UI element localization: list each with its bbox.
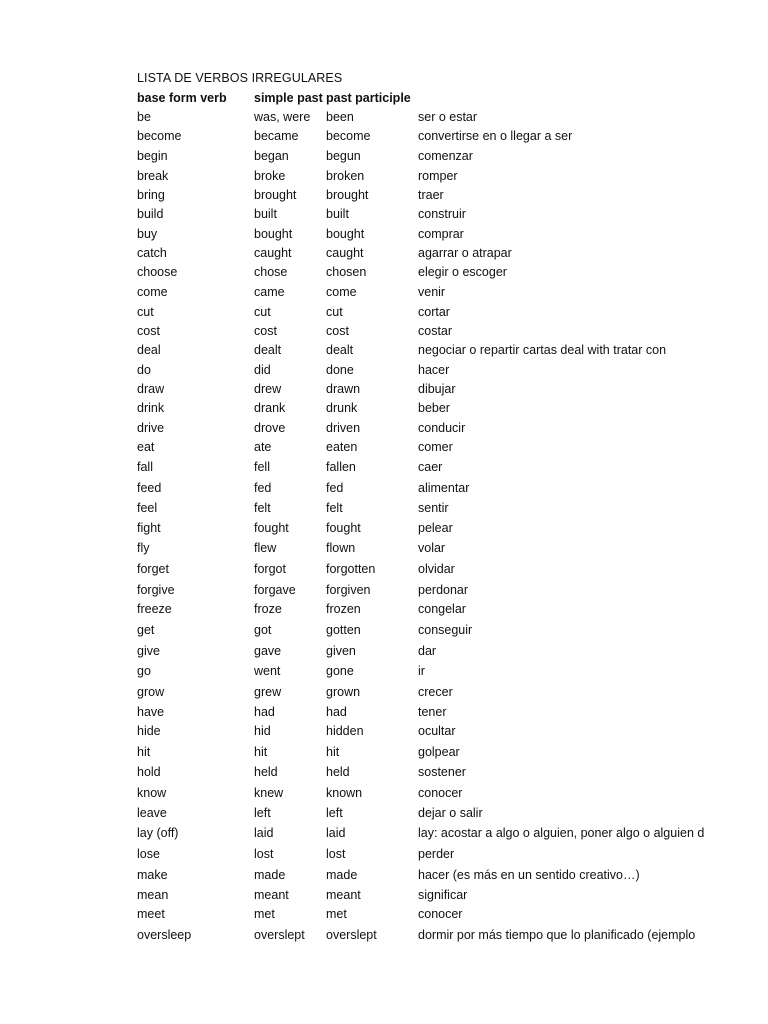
verb-translation: alimentar	[418, 481, 470, 495]
verb-simple-past: drank	[254, 401, 286, 415]
verb-base-form: do	[137, 363, 151, 377]
verb-simple-past: went	[254, 664, 281, 678]
verb-row	[137, 187, 737, 205]
verb-row	[137, 785, 737, 803]
verb-base-form: come	[137, 285, 168, 299]
verb-past-participle: come	[326, 285, 357, 299]
verb-base-form: grow	[137, 685, 165, 699]
verb-past-participle: cost	[326, 324, 349, 338]
verb-base-form: fly	[137, 541, 150, 555]
verb-past-participle: frozen	[326, 602, 361, 616]
verb-row	[137, 663, 737, 681]
verb-past-participle: drunk	[326, 401, 358, 415]
verb-base-form: lose	[137, 847, 160, 861]
verb-base-form: forgive	[137, 583, 175, 597]
verb-simple-past: built	[254, 207, 277, 221]
verb-translation: hacer (es más en un sentido creativo…)	[418, 868, 640, 882]
verb-base-form: deal	[137, 343, 161, 357]
verb-simple-past: ate	[254, 440, 272, 454]
verb-row	[137, 520, 737, 538]
verb-base-form: oversleep	[137, 928, 192, 942]
verb-past-participle: gone	[326, 664, 354, 678]
verb-translation: olvidar	[418, 562, 455, 576]
verb-base-form: eat	[137, 440, 155, 454]
verb-past-participle: had	[326, 705, 347, 719]
verb-translation: tener	[418, 705, 447, 719]
verb-base-form: become	[137, 129, 182, 143]
verb-simple-past: got	[254, 623, 272, 637]
verb-translation: comer	[418, 440, 453, 454]
verb-row	[137, 805, 737, 823]
verb-past-participle: left	[326, 806, 343, 820]
verb-simple-past: broke	[254, 169, 286, 183]
verb-row	[137, 887, 737, 905]
verb-simple-past: flew	[254, 541, 277, 555]
verb-simple-past: gave	[254, 644, 282, 658]
verb-row	[137, 226, 737, 244]
verb-simple-past: hit	[254, 745, 268, 759]
verb-base-form: break	[137, 169, 169, 183]
verb-base-form: leave	[137, 806, 167, 820]
verb-past-participle: felt	[326, 501, 343, 515]
verb-translation: costar	[418, 324, 453, 338]
verb-row	[137, 643, 737, 661]
verb-simple-past: lost	[254, 847, 274, 861]
verb-base-form: forget	[137, 562, 169, 576]
verb-past-participle: driven	[326, 421, 361, 435]
verb-base-form: begin	[137, 149, 168, 163]
verb-translation: elegir o escoger	[418, 265, 507, 279]
verb-translation: construir	[418, 207, 466, 221]
verb-translation: perdonar	[418, 583, 469, 597]
verb-base-form: cut	[137, 305, 154, 319]
verb-simple-past: knew	[254, 786, 284, 800]
verb-base-form: feed	[137, 481, 162, 495]
verb-base-form: feel	[137, 501, 158, 515]
verb-translation: beber	[418, 401, 450, 415]
verb-past-participle: given	[326, 644, 356, 658]
verb-row	[137, 245, 737, 263]
verb-past-participle: cut	[326, 305, 343, 319]
verb-base-form: fall	[137, 460, 153, 474]
verb-translation: golpear	[418, 745, 460, 759]
verb-simple-past: hid	[254, 724, 271, 738]
verb-row	[137, 846, 737, 864]
verb-simple-past: drew	[254, 382, 282, 396]
verb-base-form: have	[137, 705, 165, 719]
verb-simple-past: was, were	[254, 110, 311, 124]
verb-base-form: catch	[137, 246, 167, 260]
verb-past-participle: flown	[326, 541, 356, 555]
verb-translation: cortar	[418, 305, 450, 319]
verb-simple-past: became	[254, 129, 299, 143]
verb-past-participle: met	[326, 907, 347, 921]
verb-simple-past: did	[254, 363, 271, 377]
verb-translation: comenzar	[418, 149, 473, 163]
verb-base-form: hold	[137, 765, 161, 779]
verb-row	[137, 381, 737, 399]
verb-base-form: be	[137, 110, 151, 124]
verb-past-participle: become	[326, 129, 371, 143]
verb-past-participle: made	[326, 868, 358, 882]
verb-simple-past: began	[254, 149, 289, 163]
verb-past-participle: hidden	[326, 724, 364, 738]
column-header-row	[137, 91, 737, 107]
verb-row	[137, 601, 737, 619]
verb-row	[137, 284, 737, 302]
verb-row	[137, 323, 737, 341]
verb-simple-past: caught	[254, 246, 292, 260]
verb-past-participle: brought	[326, 188, 369, 202]
verb-translation: congelar	[418, 602, 466, 616]
verb-base-form: bring	[137, 188, 165, 202]
verb-simple-past: fed	[254, 481, 272, 495]
verb-past-participle: done	[326, 363, 354, 377]
verb-translation: dormir por más tiempo que lo planificado (ejemplo	[418, 928, 696, 942]
verb-simple-past: chose	[254, 265, 288, 279]
verb-base-form: cost	[137, 324, 160, 338]
verb-simple-past: met	[254, 907, 275, 921]
verb-past-participle: gotten	[326, 623, 361, 637]
verb-past-participle: begun	[326, 149, 361, 163]
verb-past-participle: fought	[326, 521, 361, 535]
verb-row	[137, 459, 737, 477]
verb-translation: conocer	[418, 907, 463, 921]
verb-past-participle: dealt	[326, 343, 354, 357]
verb-translation: crecer	[418, 685, 453, 699]
verb-row	[137, 342, 737, 360]
verb-row	[137, 622, 737, 640]
verb-simple-past: overslept	[254, 928, 305, 942]
verb-base-form: get	[137, 623, 155, 637]
verb-simple-past: brought	[254, 188, 297, 202]
verb-row	[137, 206, 737, 224]
verb-simple-past: meant	[254, 888, 289, 902]
column-header-base-form: base form verb	[137, 91, 227, 105]
verb-translation: ser o estar	[418, 110, 478, 124]
verb-base-form: drink	[137, 401, 165, 415]
verb-past-participle: chosen	[326, 265, 367, 279]
verb-row	[137, 684, 737, 702]
verb-base-form: draw	[137, 382, 165, 396]
verb-past-participle: lost	[326, 847, 346, 861]
verb-row	[137, 362, 737, 380]
verb-translation: conocer	[418, 786, 463, 800]
verb-translation: hacer	[418, 363, 450, 377]
verb-base-form: build	[137, 207, 164, 221]
verb-base-form: buy	[137, 227, 158, 241]
document-title: LISTA DE VERBOS IRREGULARES	[137, 71, 343, 85]
verb-past-participle: fallen	[326, 460, 356, 474]
verb-row	[137, 561, 737, 579]
verb-translation: traer	[418, 188, 444, 202]
verb-translation: perder	[418, 847, 455, 861]
verb-row	[137, 168, 737, 186]
verb-past-participle: known	[326, 786, 363, 800]
verb-simple-past: fell	[254, 460, 270, 474]
verb-past-participle: caught	[326, 246, 364, 260]
verb-simple-past: cut	[254, 305, 271, 319]
verb-translation: agarrar o atrapar	[418, 246, 512, 260]
verb-past-participle: eaten	[326, 440, 358, 454]
verb-base-form: choose	[137, 265, 178, 279]
verb-base-form: go	[137, 664, 151, 678]
verb-past-participle: laid	[326, 826, 346, 840]
column-header-past-participle: past participle	[326, 91, 411, 105]
verb-past-participle: broken	[326, 169, 365, 183]
verb-base-form: hide	[137, 724, 161, 738]
verb-past-participle: overslept	[326, 928, 377, 942]
verb-row	[137, 400, 737, 418]
column-header-simple-past: simple past	[254, 91, 323, 105]
verb-translation: ir	[418, 664, 425, 678]
verb-simple-past: froze	[254, 602, 282, 616]
verb-past-participle: held	[326, 765, 350, 779]
verb-simple-past: held	[254, 765, 278, 779]
verb-base-form: freeze	[137, 602, 172, 616]
verb-simple-past: fought	[254, 521, 289, 535]
verb-row	[137, 723, 737, 741]
verb-simple-past: made	[254, 868, 286, 882]
verb-past-participle: drawn	[326, 382, 361, 396]
verb-row	[137, 704, 737, 722]
verb-row	[137, 109, 737, 127]
verb-past-participle: forgiven	[326, 583, 371, 597]
verb-base-form: make	[137, 868, 168, 882]
verb-row	[137, 867, 737, 885]
verb-row	[137, 744, 737, 762]
verb-simple-past: drove	[254, 421, 286, 435]
verb-base-form: hit	[137, 745, 151, 759]
verb-simple-past: dealt	[254, 343, 282, 357]
verb-base-form: give	[137, 644, 160, 658]
verb-translation: convertirse en o llegar a ser	[418, 129, 573, 143]
verb-translation: dar	[418, 644, 437, 658]
verb-base-form: drive	[137, 421, 165, 435]
verb-simple-past: felt	[254, 501, 271, 515]
verb-translation: conducir	[418, 421, 466, 435]
verb-row	[137, 264, 737, 282]
verb-past-participle: built	[326, 207, 349, 221]
verb-past-participle: been	[326, 110, 354, 124]
verb-base-form: lay (off)	[137, 826, 179, 840]
verb-base-form: mean	[137, 888, 169, 902]
verb-row	[137, 128, 737, 146]
verb-past-participle: meant	[326, 888, 361, 902]
verb-row	[137, 500, 737, 518]
verb-simple-past: forgot	[254, 562, 286, 576]
verb-past-participle: forgotten	[326, 562, 376, 576]
verb-row	[137, 825, 737, 843]
verb-translation: venir	[418, 285, 446, 299]
verb-translation: ocultar	[418, 724, 456, 738]
verb-simple-past: had	[254, 705, 275, 719]
verb-row	[137, 927, 737, 945]
verb-translation: lay: acostar a algo o alguien, poner algo o alguien d	[418, 826, 705, 840]
verb-base-form: meet	[137, 907, 165, 921]
verb-simple-past: forgave	[254, 583, 296, 597]
verb-translation: pelear	[418, 521, 453, 535]
verb-row	[137, 906, 737, 924]
verb-simple-past: came	[254, 285, 285, 299]
verb-translation: dibujar	[418, 382, 456, 396]
verb-row	[137, 480, 737, 498]
verb-past-participle: hit	[326, 745, 340, 759]
verb-row	[137, 420, 737, 438]
verb-row	[137, 439, 737, 457]
verb-translation: comprar	[418, 227, 464, 241]
verb-translation: significar	[418, 888, 468, 902]
verb-row	[137, 304, 737, 322]
verb-row	[137, 582, 737, 600]
verb-simple-past: left	[254, 806, 271, 820]
verb-translation: conseguir	[418, 623, 473, 637]
verb-row	[137, 764, 737, 782]
verb-base-form: fight	[137, 521, 161, 535]
verb-translation: dejar o salir	[418, 806, 483, 820]
verb-simple-past: laid	[254, 826, 274, 840]
verb-translation: sostener	[418, 765, 466, 779]
verb-translation: romper	[418, 169, 458, 183]
verb-past-participle: bought	[326, 227, 365, 241]
verb-base-form: know	[137, 786, 167, 800]
verb-row	[137, 148, 737, 166]
verb-row	[137, 540, 737, 558]
verb-past-participle: grown	[326, 685, 361, 699]
verb-translation: sentir	[418, 501, 449, 515]
verb-past-participle: fed	[326, 481, 344, 495]
verb-simple-past: grew	[254, 685, 282, 699]
verb-simple-past: bought	[254, 227, 293, 241]
verb-translation: caer	[418, 460, 443, 474]
verb-translation: negociar o repartir cartas deal with tratar con	[418, 343, 667, 357]
verb-translation: volar	[418, 541, 446, 555]
verb-simple-past: cost	[254, 324, 277, 338]
